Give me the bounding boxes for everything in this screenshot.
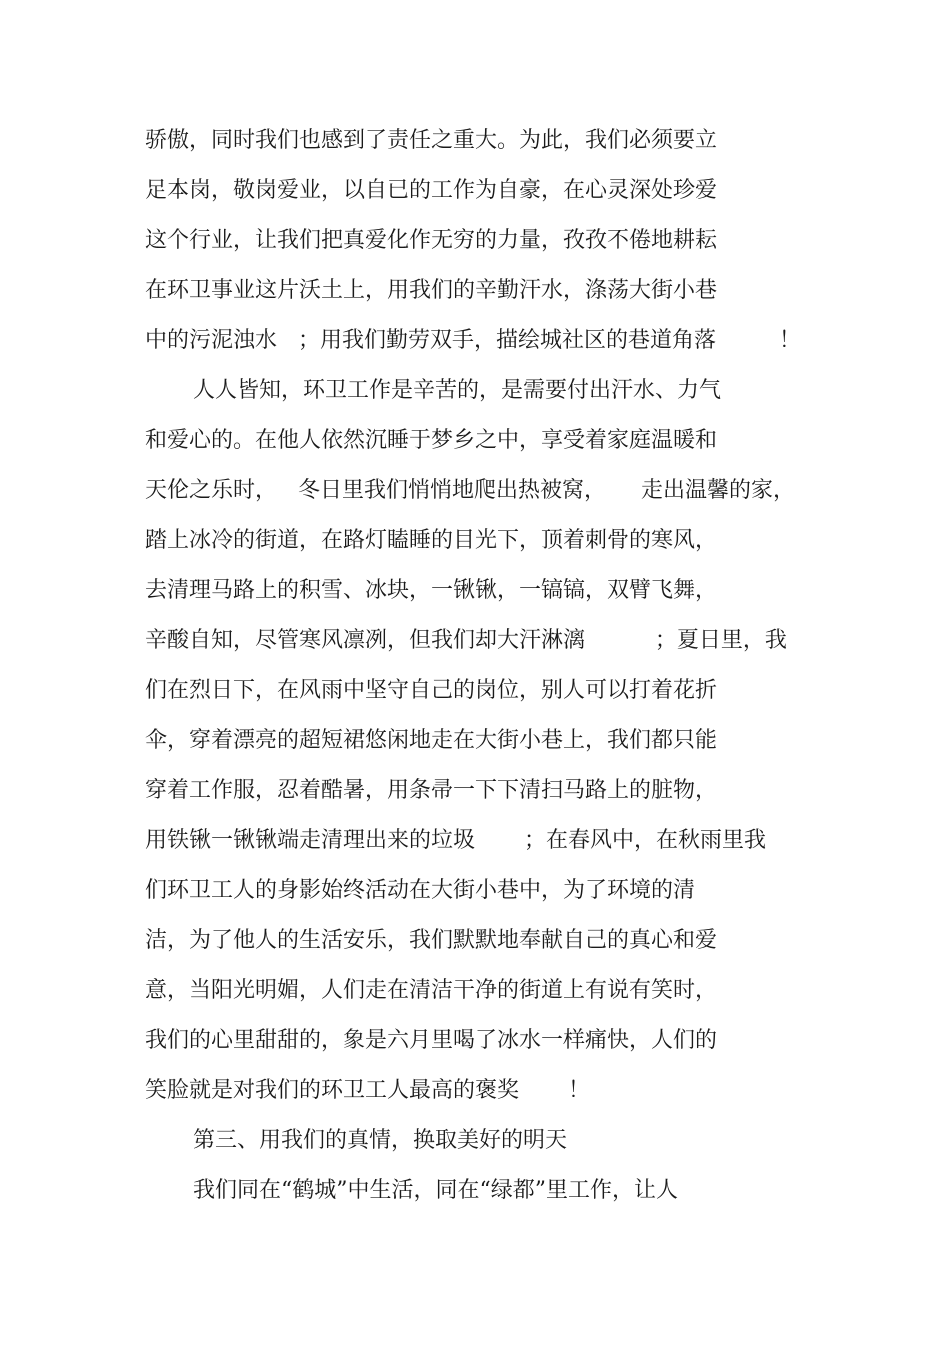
text-line: 辛酸自知，尽管寒风凛冽，但我们却大汗淋漓 ；夏日里，我 (145, 628, 787, 653)
text-line: 足本岗，敬岗爱业，以自已的工作为自豪，在心灵深处珍爱 (145, 178, 718, 203)
paragraph-first-line: 我们同在“鹤城”中生活，同在“绿都”里工作，让人 (193, 1178, 678, 1203)
text-line: 洁，为了他人的生活安乐，我们默默地奉献自己的真心和爱 (145, 928, 718, 953)
text-line: 们在烈日下，在风雨中坚守自己的岗位，别人可以打着花折 (145, 678, 718, 703)
text-line: 们环卫工人的身影始终活动在大街小巷中，为了环境的清 (145, 878, 696, 903)
text-line: 用铁锹一锹锹端走清理出来的垃圾 ；在春风中，在秋雨里我 (145, 828, 766, 853)
text-line: 笑脸就是对我们的环卫工人最高的褒奖 ！ (145, 1078, 590, 1103)
text-line: 骄傲，同时我们也感到了责任之重大。为此，我们必须要立 (145, 128, 718, 153)
text-line: 在环卫事业这片沃土上，用我们的辛勤汗水，涤荡大街小巷 (145, 278, 718, 303)
text-line: 天伦之乐时， 冬日里我们悄悄地爬出热被窝， 走出温馨的家， (145, 478, 795, 503)
text-line: 伞，穿着漂亮的超短裙悠闲地走在大街小巷上，我们都只能 (145, 728, 718, 753)
text-line: 踏上冰冷的街道，在路灯瞌睡的目光下，顶着刺骨的寒风， (145, 528, 718, 553)
section-heading: 第三、用我们的真情，换取美好的明天 (193, 1128, 568, 1153)
paragraph-first-line: 人人皆知，环卫工作是辛苦的，是需要付出汗水、力气 (193, 378, 722, 403)
text-line: 和爱心的。在他人依然沉睡于梦乡之中，享受着家庭温暖和 (145, 428, 718, 453)
text-line: 意，当阳光明媚，人们走在清洁干净的街道上有说有笑时， (145, 978, 718, 1003)
text-line: 中的污泥浊水 ；用我们勤劳双手，描绘城社区的巷道角落 ！ (145, 328, 801, 353)
text-line: 我们的心里甜甜的，象是六月里喝了冰水一样痛快，人们的 (145, 1028, 718, 1053)
text-line: 穿着工作服，忍着酷暑，用条帚一下下清扫马路上的脏物， (145, 778, 718, 803)
text-line: 这个行业，让我们把真爱化作无穷的力量，孜孜不倦地耕耘 (145, 228, 718, 253)
text-line: 去清理马路上的积雪、冰块，一锹锹，一镐镐，双臂飞舞， (145, 578, 718, 603)
